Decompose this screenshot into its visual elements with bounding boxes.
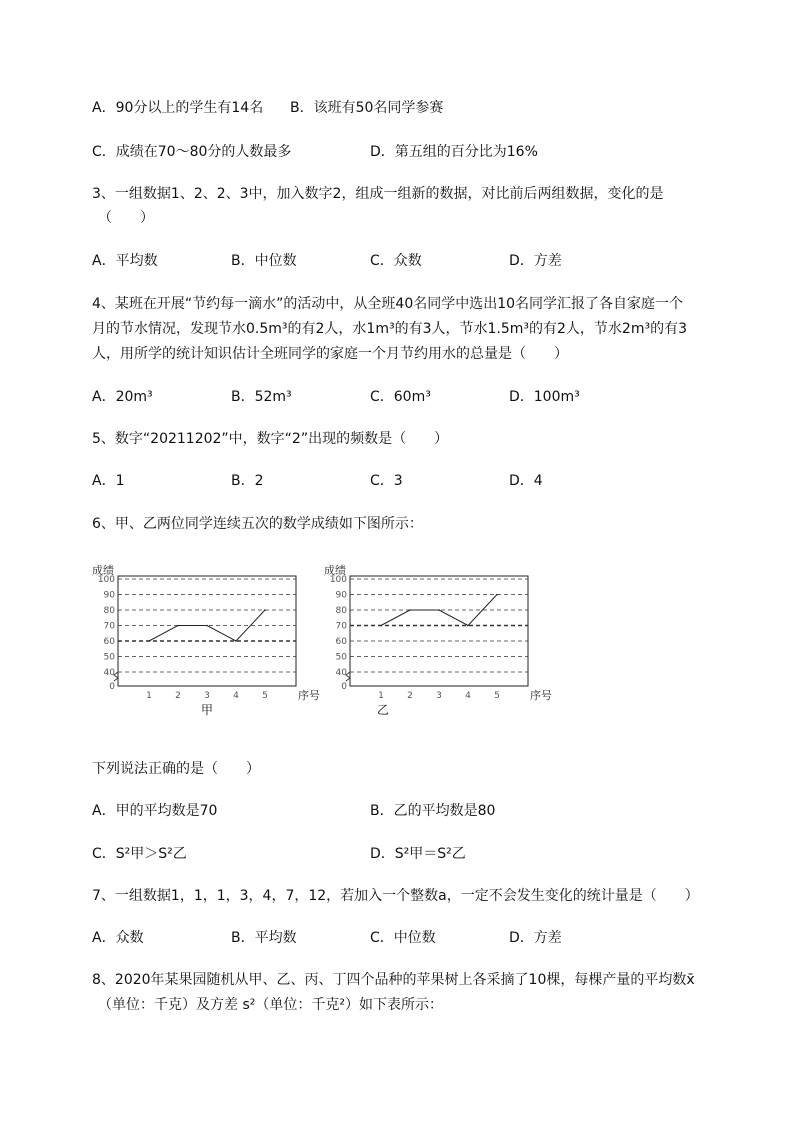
- q4-option-d: D．100m³: [509, 389, 580, 405]
- q3-stem-paren: （ ）: [98, 210, 154, 226]
- x-tick-label: 5: [494, 691, 500, 701]
- q7-stem: 7、一组数据1，1，1，3，4，7，12，若加入一个整数a，一定不会发生变化的统计量是（ ）: [92, 888, 699, 904]
- q5-option-b: B．2: [231, 473, 264, 489]
- q7-option-b: B．平均数: [231, 930, 297, 946]
- q3-option-b: B．中位数: [231, 253, 297, 269]
- q5-stem: 5、数字“20211202”中，数字“2”出现的频数是（ ）: [92, 431, 449, 447]
- x-tick-label: 1: [378, 691, 384, 701]
- data-point: [409, 609, 411, 611]
- q5-option-c: C．3: [370, 473, 403, 489]
- chart-caption: 甲: [200, 703, 214, 717]
- y-tick-label: 80: [335, 606, 347, 616]
- data-point: [148, 640, 150, 642]
- q4-option-a: A．20m³: [92, 389, 153, 405]
- y-tick-label: 90: [103, 590, 115, 601]
- q4-stem-line1: 4、某班在开展“节约每一滴水”的活动中，从全班40名同学中选出10名同学汇报了各自家庭一个: [92, 296, 684, 312]
- q3-option-a: A．平均数: [92, 253, 158, 269]
- chart-jia-svg: [88, 560, 328, 720]
- q7-option-c: C．中位数: [370, 930, 436, 946]
- q6-option-a: A．甲的平均数是70: [92, 803, 218, 819]
- chart-yi: [320, 560, 560, 720]
- y-tick-label: 70: [103, 621, 115, 632]
- x-tick-label: 3: [204, 691, 210, 701]
- data-point: [235, 640, 237, 642]
- q6-option-c: C．S²甲＞S²乙: [92, 846, 187, 862]
- q-prev-option-b: B．该班有50名同学参赛: [290, 100, 444, 116]
- q4-option-b: B．52m³: [231, 389, 292, 405]
- y-tick-label: 40: [103, 668, 115, 678]
- x-axis-label: 序号: [298, 689, 320, 702]
- x-tick-label: 3: [436, 691, 442, 701]
- q-prev-option-a: A．90分以上的学生有14名: [92, 100, 264, 116]
- data-point: [496, 594, 498, 596]
- y-tick-label: 60: [335, 637, 347, 647]
- q3-stem: 3、一组数据1、2、2、3中，加入数字2，组成一组新的数据，对比前后两组数据，变化的是: [92, 186, 664, 202]
- y-tick-label: 70: [335, 621, 347, 632]
- y-tick-label: 90: [335, 590, 347, 601]
- x-tick-label: 2: [175, 691, 181, 701]
- y-tick-label: 40: [335, 668, 347, 678]
- y-tick-label: 100: [97, 575, 115, 585]
- y-axis-label: 成绩: [324, 564, 346, 577]
- q6-option-d: D．S²甲＝S²乙: [370, 846, 466, 862]
- x-axis-label: 序号: [530, 689, 552, 702]
- x-tick-label: 5: [262, 691, 268, 701]
- x-tick-label: 1: [146, 691, 152, 701]
- q4-option-c: C．60m³: [370, 389, 431, 405]
- chart-yi-svg: [320, 560, 560, 720]
- q6-stem: 6、甲、乙两位同学连续五次的数学成绩如下图所示：: [92, 516, 423, 532]
- data-point: [206, 625, 208, 627]
- y-tick-label: 60: [103, 637, 115, 647]
- q5-option-d: D．4: [509, 473, 543, 489]
- x-tick-label: 4: [233, 691, 239, 701]
- q7-option-a: A．众数: [92, 930, 144, 946]
- y-tick-label: 50: [335, 652, 347, 663]
- q6-option-b: B．乙的平均数是80: [370, 803, 496, 819]
- chart-frame: [350, 576, 528, 686]
- chart-frame: [118, 576, 296, 686]
- y-tick-label: 50: [103, 652, 115, 663]
- q8-stem-line2: （单位：千克）及方差 s²（单位：千克²）如下表所示：: [98, 997, 443, 1013]
- x-tick-label: 2: [407, 691, 413, 701]
- chart-caption: 乙: [376, 703, 390, 717]
- y-tick-label: 80: [103, 606, 115, 616]
- q-prev-option-c: C．成绩在70～80分的人数最多: [92, 144, 292, 160]
- data-point: [467, 625, 469, 627]
- q5-option-a: A．1: [92, 473, 125, 489]
- data-point: [264, 609, 266, 611]
- y-tick-label: 100: [329, 575, 347, 585]
- y-axis-label: 成绩: [92, 564, 114, 577]
- y-tick-label: 0: [341, 682, 347, 692]
- q7-option-d: D．方差: [509, 930, 562, 946]
- q6-question: 下列说法正确的是（ ）: [92, 761, 260, 777]
- q3-option-c: C．众数: [370, 253, 422, 269]
- chart-jia: [88, 560, 328, 720]
- data-point: [177, 625, 179, 627]
- q3-option-d: D．方差: [509, 253, 562, 269]
- q-prev-option-d: D．第五组的百分比为16%: [370, 144, 538, 160]
- x-tick-label: 4: [465, 691, 471, 701]
- y-tick-label: 0: [109, 682, 115, 692]
- q4-stem-line3: 人，用所学的统计知识估计全班同学的家庭一个月节约用水的总量是（ ）: [92, 346, 568, 362]
- data-point: [438, 609, 440, 611]
- q8-stem-line1: 8、2020年某果园随机从甲、乙、丙、丁四个品种的苹果树上各采摘了10棵，每棵产量的平均数x̄: [92, 972, 695, 988]
- data-point: [380, 625, 382, 627]
- q4-stem-line2: 月的节水情况，发现节水0.5m³的有2人，水1m³的有3人，节水1.5m³的有2人，节水2m³的有3: [92, 321, 687, 337]
